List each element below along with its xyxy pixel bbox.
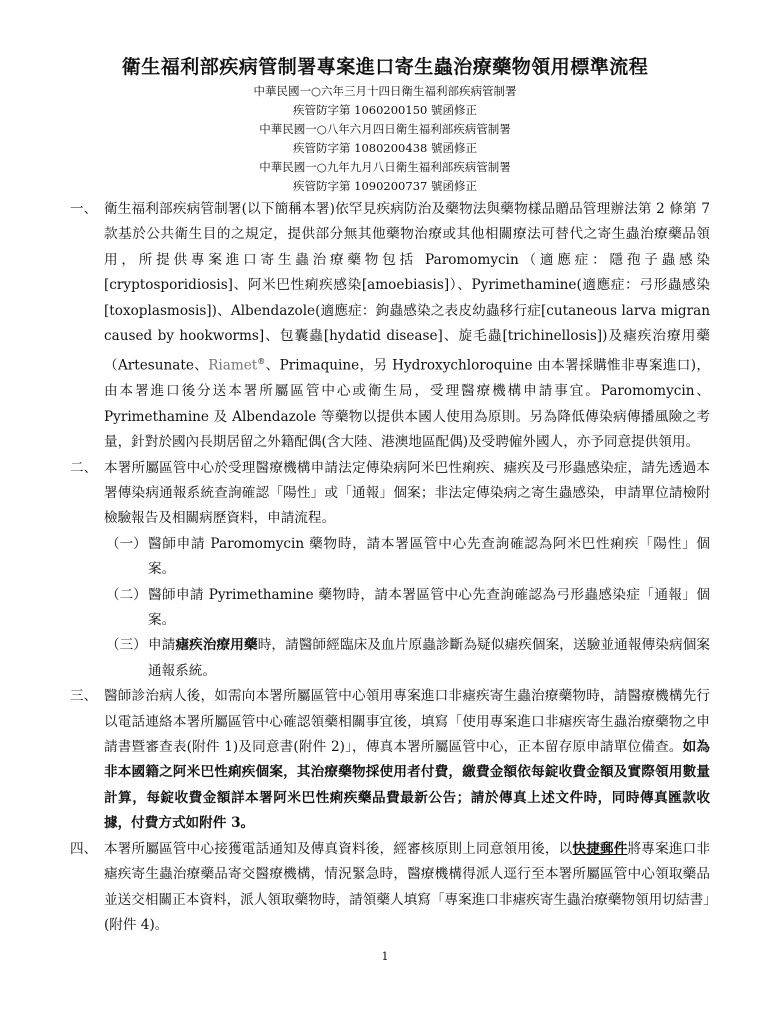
section-2 xyxy=(70,456,710,532)
riamet-text: Riamet xyxy=(208,357,258,374)
text-span: 本署所屬區管中心接獲電話通知及傳真資料後，經審核原則上同意領用後，以 xyxy=(104,840,573,857)
section-text xyxy=(104,684,710,836)
subsection xyxy=(106,633,710,684)
subsection-number: （三） xyxy=(106,637,147,654)
subsection xyxy=(106,583,710,634)
revision-line: 中華民國一○八年六月四日衛生福利部疾病管制署 xyxy=(259,122,511,136)
text-span: 時，請醫師經臨床及血片原蟲診斷為疑似瘧疾個案，送驗並通報傳染病個案通報系統。 xyxy=(148,637,711,679)
section-1 xyxy=(70,197,710,456)
revision-line: 中華民國一○六年三月十四日衛生福利部疾病管制署 xyxy=(253,84,517,98)
section-number: 一、 xyxy=(70,201,98,217)
subsection-text: 醫師申請 Paromomycin 藥物時，請本署區管中心先查詢確認為阿米巴性痢疾「陽性」個案。 xyxy=(148,535,710,578)
section-text xyxy=(104,197,710,456)
section-number: 三、 xyxy=(70,688,98,705)
text-span: 申請 xyxy=(148,637,176,654)
section-text: 本署所屬區管中心於受理醫療機構申請法定傳染病阿米巴性痢疾、瘧疾及弓形蟲感染症，請先透過本署傳染病通報系統查詢確認「陽性」或「通報」個案；非法定傳染病之寄生蟲感染，申請單位請檢附檢驗報告及相關病歷資料，申請流程。 xyxy=(104,459,710,527)
section-number: 二、 xyxy=(70,459,98,476)
page-title: 衛生福利部疾病管制署專案進口寄生蟲治療藥物領用標準流程 xyxy=(121,56,649,78)
revision-history xyxy=(0,82,770,196)
text-span: 將專案進口非瘧疾寄生蟲治療藥品寄交醫療機構，情況緊急時，醫療機構得派人逕行至本署所屬區管中心領取藥品並送交相關正本資料，派人領取藥物時，請領藥人填寫「專案進口非瘧疾寄生蟲治療藥物領用切結書」(附件 4)。 xyxy=(104,840,711,933)
text-span: 、Primaquine，另 Hydroxychloroquine 由本署採購惟非專案進口)，由本署進口後分送本署所屬區管中心或衛生局，受理醫療機構申請事宜。Paromomycin、Pyrimethamine 及 Albendazole 等藥物以提供本國人使用為原則。另為降低傳染病傳播風險之考量，針對於國內長期居留之外籍配偶(含大陸、港澳地區配偶)及受聘僱外國人，亦予同意提供領用。 xyxy=(104,357,710,451)
subsection xyxy=(106,532,710,583)
text-span: 醫師診治病人後，如需向本署所屬區管中心領用專案進口非瘧疾寄生蟲治療藥物時，請醫療機構先行以電話連絡本署所屬區管中心確認領藥相關事宜後，填寫「使用專案進口非瘧疾寄生蟲治療藥物之申請書暨審查表(附件 1)及同意書(附件 2)」，傳真本署所屬區管中心，正本留存原申請單位備查。 xyxy=(104,688,710,756)
revision-line: 疾管防字第 1090200737 號函修正 xyxy=(293,179,477,193)
text-span: 衛生福利部疾病管制署(以下簡稱本署)依罕見疾病防治及藥物法與藥物樣品贈品管理辦法第 2 條第 7 款基於公共衛生目的之規定，提供部分無其他藥物治療或其他相關療法可替代之寄生蟲治療藥品領用，所提供專案進口寄生蟲治療藥物包括 Paromomycin（適應症：隱孢子蟲感染[cryptosporidiosis]、阿米巴性痢疾感染[amoebiasis]）、Pyrimethamine(適應症：弓形蟲感染[toxoplasmosis])、Albendazole(適應症：鉤蟲感染之表皮幼蟲移行症[cutaneous larva migran caused by hookworms]、包囊蟲[hydatid disease]、旋毛蟲[trichinellosis])及瘧疾治療用藥（Artesunate、 xyxy=(104,201,710,374)
document-body xyxy=(70,197,710,938)
revision-line: 中華民國一○九年九月八日衛生福利部疾病管制署 xyxy=(259,160,511,174)
bold-text: 瘧疾治療用藥 xyxy=(175,637,258,654)
page-number: 1 xyxy=(381,950,389,963)
revision-line: 疾管防字第 1080200438 號函修正 xyxy=(293,141,477,155)
registered-mark: ® xyxy=(257,357,266,367)
subsection-number: （二） xyxy=(106,586,147,603)
subsection-text xyxy=(148,633,710,684)
section-text xyxy=(104,837,710,939)
subsection-text: 醫師申請 Pyrimethamine 藥物時，請本署區管中心先查詢確認為弓形蟲感染症「通報」個案。 xyxy=(148,586,710,629)
revision-line: 疾管防字第 1060200150 號函修正 xyxy=(293,103,477,117)
section-number: 四、 xyxy=(70,840,98,857)
subsection-number: （一） xyxy=(106,535,147,552)
bold-text: 如為非本國籍之阿米巴性痢疾個案，其治療藥物採使用者付費，繳費金額依每錠收費金額及實際領用數量計算，每錠收費金額詳本署阿米巴性痢疾藥品費最新公告；請於傳真上述文件時，同時傳真匯款收據，付費方式如附件 3。 xyxy=(104,739,710,832)
section-4 xyxy=(70,837,710,939)
bold-underline-text: 快捷郵件 xyxy=(572,840,628,857)
section-3 xyxy=(70,684,710,836)
